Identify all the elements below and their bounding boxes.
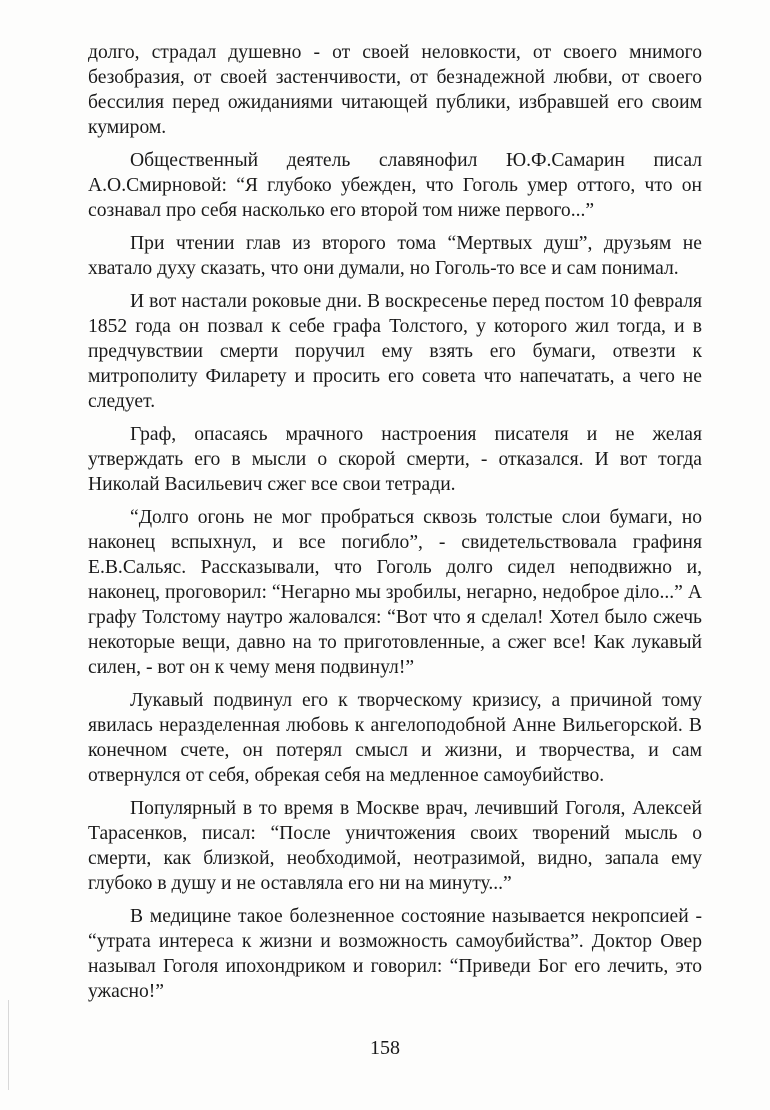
paragraph-6: “Долго огонь не мог пробраться сквозь толстые слои бумаги, но наконец вспыхнул, и все погибло”, - свидетельствовала графиня Е.В.Сальяс. Рассказывали, что Гоголь долго сидел неподвижно и, наконец, проговорил: “Негарно мы зробилы, негарно, недоброе діло...” А графу Толстому наутро жаловался: “Вот что я сделал! Хотел было сжечь некоторые вещи, давно на то приготовленные, а сжег все! Как лукавый силен, - вот он к чему меня подвинул!”: [88, 507, 702, 678]
paragraph-5: Граф, опасаясь мрачного настроения писателя и не желая утверждать его в мысли о скорой смерти, - отказался. И вот тогда Николай Васильевич сжег все свои тетради.: [88, 424, 702, 495]
paragraph-2: Общественный деятель славянофил Ю.Ф.Самарин писал А.О.Смирновой: “Я глубоко убежден, что Гоголь умер оттого, что он сознавал про себя насколько его второй том ниже первого...”: [88, 150, 702, 221]
paragraph-3: При чтении глав из второго тома “Мертвых душ”, друзьям не хватало духу сказать, что они думали, но Гоголь-то все и сам понимал.: [88, 233, 702, 279]
paragraph-1: долго, страдал душевно - от своей неловкости, от своего мнимого безобразия, от своей застенчивости, от безнадежной любви, от своего бессилия перед ожиданиями читающей публики, избравшей его своим кумиром.: [88, 42, 702, 138]
paragraph-8: Популярный в то время в Москве врач, лечивший Гоголя, Алексей Тарасенков, писал: “После уничтожения своих творений мысль о смерти, как близкой, необходимой, неотразимой, видно, запала ему глубоко в душу и не оставляла его ни на минуту...”: [88, 798, 702, 894]
paragraph-7: Лукавый подвинул его к творческому кризису, а причиной тому явилась неразделенная любовь к ангелоподобной Анне Вильегорской. В конечном счете, он потерял смысл и жизни, и творчества, и сам отвернулся от себя, обрекая себя на медленное самоубийство.: [88, 690, 702, 786]
page-number: 158: [370, 1037, 400, 1059]
paragraph-9: В медицине такое болезненное состояние называется некропсией - “утрата интереса к жизни и возможность самоубийства”. Доктор Овер называл Гоголя ипохондриком и говорил: “Приведи Бог его лечить, это ужасно!”: [88, 906, 702, 1002]
scan-edge-mark: [8, 1000, 9, 1090]
paragraph-4: И вот настали роковые дни. В воскресенье перед постом 10 февраля 1852 года он позвал к себе графа Толстого, у которого жил тогда, и в предчувствии смерти поручил ему взять его бумаги, отвезти к митрополиту Филарету и просить его совета что напечатать, а чего не следует.: [88, 291, 702, 412]
body-text: [88, 40, 702, 1012]
